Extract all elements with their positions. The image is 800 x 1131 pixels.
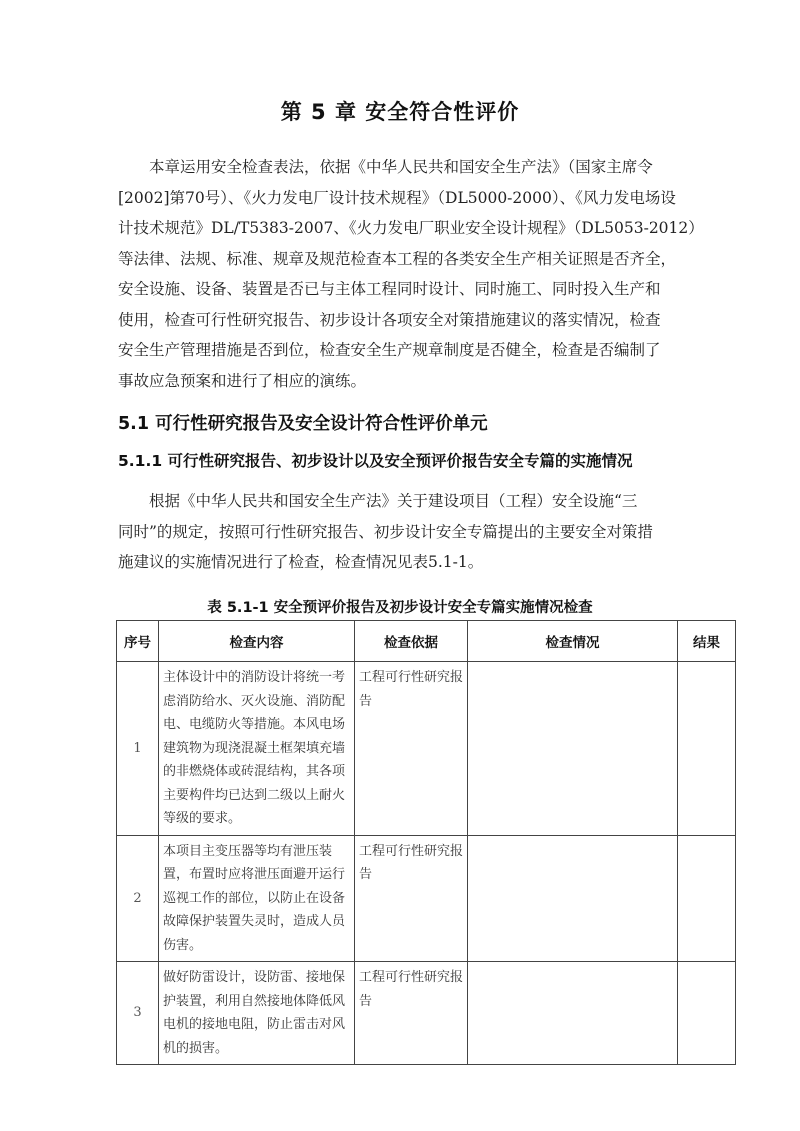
check-result	[678, 835, 736, 962]
check-status	[468, 662, 678, 836]
intro-line: 计技术规范》DL/T5383-2007、《火力发电厂职业安全设计规程》（DL5053-2012）	[118, 219, 704, 237]
check-content: 本项目主变压器等均有泄压装置，布置时应将泄压面避开运行巡视工作的部位，以防止在设备故障保护装置失灵时，造成人员伤害。	[159, 835, 355, 962]
row-number: 3	[117, 962, 159, 1065]
check-result	[678, 962, 736, 1065]
row-number: 1	[117, 662, 159, 836]
body-line: 同时”的规定，按照可行性研究报告、初步设计安全专篇提出的主要安全对策措	[118, 522, 653, 541]
header-cell: 检查内容	[159, 621, 355, 662]
check-basis: 工程可行性研究报告	[355, 962, 468, 1065]
inspection-table	[116, 620, 736, 1065]
table-row	[117, 962, 736, 1065]
intro-line: 等法律、法规、标准、规章及规范检查本工程的各类安全生产相关证照是否齐全，	[118, 249, 677, 268]
check-basis: 工程可行性研究报告	[355, 835, 468, 962]
intro-line: 使用，检查可行性研究报告、初步设计各项安全对策措施建议的落实情况，检查	[118, 310, 661, 329]
check-status	[468, 835, 678, 962]
intro-line: 事故应急预案和进行了相应的演练。	[118, 371, 367, 390]
intro-line: 本章运用安全检查表法，依据《中华人民共和国安全生产法》（国家主席令	[149, 158, 653, 176]
body-line: 根据《中华人民共和国安全生产法》关于建设项目（工程）安全设施“三	[149, 492, 638, 510]
section-heading: 5.1 可行性研究报告及安全设计符合性评价单元	[118, 414, 488, 434]
intro-line: 安全生产管理措施是否到位，检查安全生产规章制度是否健全，检查是否编制了	[118, 341, 661, 359]
header-cell: 检查情况	[468, 621, 678, 662]
check-content: 做好防雷设计，设防雷、接地保护装置，利用自然接地体降低风电机的接地电阻，防止雷击对风机的损害。	[159, 962, 355, 1065]
subsection-heading: 5.1.1 可行性研究报告、初步设计以及安全预评价报告安全专篇的实施情况	[118, 452, 633, 470]
header-cell: 结果	[678, 621, 736, 662]
intro-paragraph	[118, 152, 704, 396]
check-result	[678, 662, 736, 836]
check-basis: 工程可行性研究报告	[355, 662, 468, 836]
body-paragraph	[118, 486, 688, 578]
chapter-title: 第 5 章 安全符合性评价	[280, 100, 520, 124]
table-header-row	[117, 621, 736, 662]
intro-line: [2002]第70号）、《火力发电厂设计技术规程》（DL5000-2000）、《风力发电场设	[118, 188, 676, 207]
table-caption: 表 5.1-1 安全预评价报告及初步设计安全专篇实施情况检查	[207, 600, 593, 616]
header-cell: 序号	[117, 621, 159, 662]
table-row	[117, 662, 736, 836]
check-content: 主体设计中的消防设计将统一考虑消防给水、灭火设施、消防配电、电缆防火等措施。本风电场建筑物为现浇混凝土框架填充墙的非燃烧体或砖混结构，其各项主要构件均已达到二级以上耐火等级的要求。	[159, 662, 355, 836]
header-cell: 检查依据	[355, 621, 468, 662]
table-row	[117, 835, 736, 962]
check-status	[468, 962, 678, 1065]
intro-line: 安全设施、设备、装置是否已与主体工程同时设计、同时施工、同时投入生产和	[118, 280, 661, 298]
row-number: 2	[117, 835, 159, 962]
body-line: 施建议的实施情况进行了检查，检查情况见表5.1-1。	[118, 553, 484, 571]
